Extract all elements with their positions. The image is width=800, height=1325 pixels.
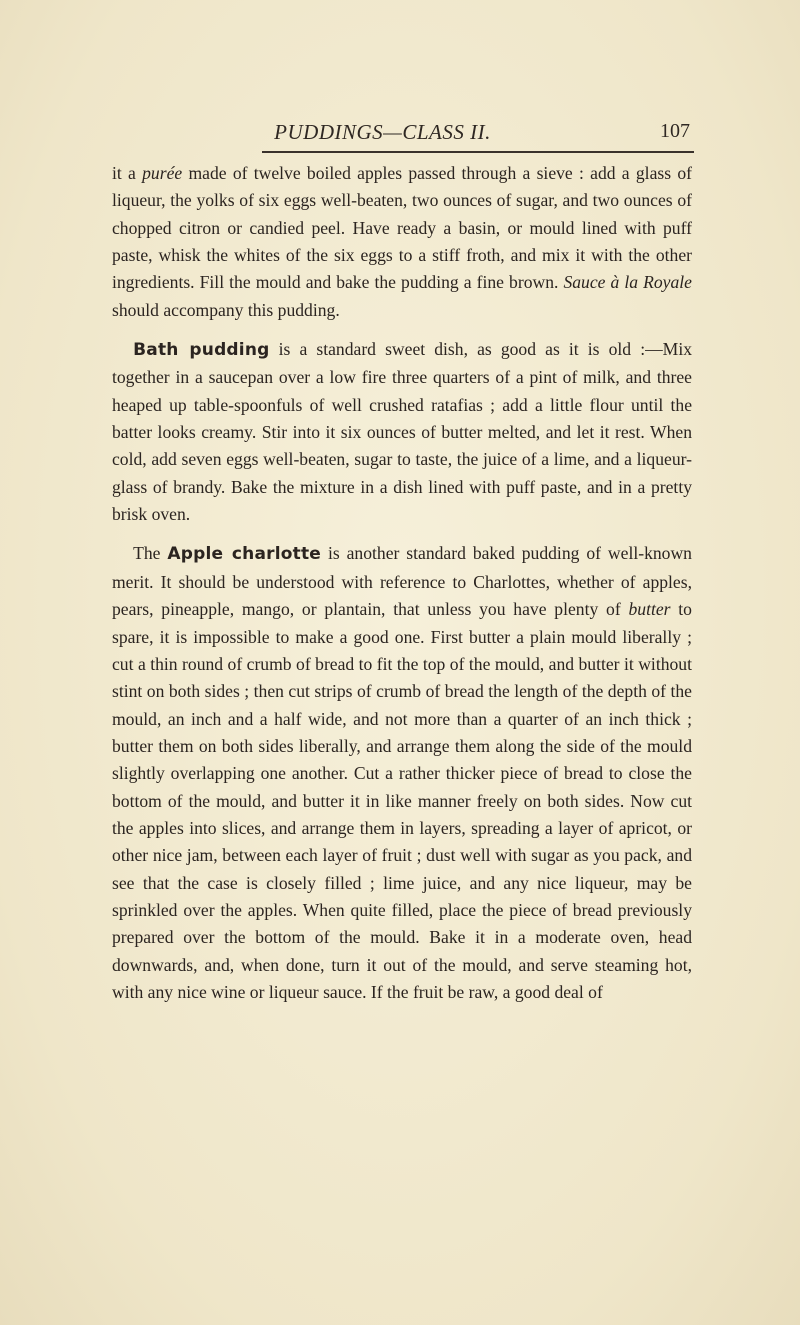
text-run: it a (112, 163, 143, 183)
text-run: is another standard baked pudding of well-known merit. It should be understood with reference to Charlottes, whether of apples, pears, pineapple, mango, or plantain, that unless you have plenty of (112, 543, 692, 620)
italic-text: Sauce à la Royale (563, 272, 692, 293)
body-text (112, 160, 692, 1006)
text-run: to spare, it is impossible to make a good one. First butter a plain mould liberally ; cut a thin round of crumb of bread to fit the top of the mould, and butter it without stint on both sides ; then cut strips of crumb of bread the length of the depth of the mould, an inch and a half wide, and not more than a quarter of an inch thick ; butter them on both sides liberally, and arrange them along the side of the mould slightly overlapping one another. Cut a rather thicker piece of bread to close the bottom of the mould, and butter it in like manner freely on both sides. Now cut the apples into slices, and arrange them in layers, spreading a layer of apricot, or other nice jam, between each layer of fruit ; dust well with sugar as you pack, and see that the case is closely filled ; lime juice, and any nice liqueur, may be sprinkled over the apples. When quite filled, place the piece of bread previously prepared over the bottom of the mould. Bake it in a moderate oven, head downwards, and, when done, turn it out of the mould, and serve steaming hot, with any nice wine or liqueur sauce. If the fruit be raw, a good deal of (112, 599, 692, 1002)
recipe-heading: Bath pudding (133, 340, 270, 361)
text-run: is a standard sweet dish, as good as it is old :—Mix together in a saucepan over a low fire three quarters of a pint of milk, and three heaped up table-spoonfuls of well crushed ratafias ; add a little flour until the batter looks creamy. Stir into it six ounces of butter melted, and let it rest. When cold, add seven eggs well-beaten, sugar to taste, the juice of a lime, and a liqueur-glass of brandy. Bake the mixture in a dish lined with puff paste, and in a pretty brisk oven. (112, 339, 693, 525)
running-title: PUDDINGS—CLASS II. (274, 120, 491, 144)
header-rule (262, 151, 694, 153)
recipe-heading: Apple charlotte (167, 544, 322, 565)
paragraph (112, 160, 692, 324)
italic-text: butter (628, 599, 671, 620)
italic-text: purée (142, 163, 183, 183)
text-run: made of twelve boiled apples passed through a sieve : add a glass of liqueur, the yolks of six eggs well-beaten, two ounces of sugar, and two ounces of chopped citron or candied peel. Have ready a basin, or mould lined with puff paste, whisk the whites of the six eggs to a stiff froth, and mix it with the other ingredients. Fill the mould and bake the pudding a fine brown. (112, 163, 692, 293)
page-number: 107 (660, 120, 690, 142)
paragraph (112, 336, 692, 528)
text-run: The (133, 543, 168, 564)
text-run: should accompany this pudding. (112, 299, 340, 320)
paragraph (112, 540, 692, 1006)
